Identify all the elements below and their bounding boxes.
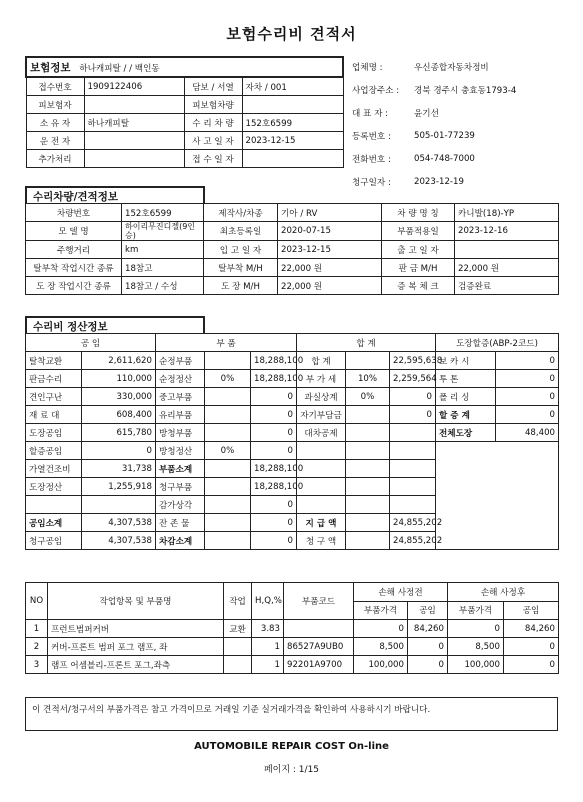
item-no: 3 (26, 656, 48, 674)
item-no: 1 (26, 620, 48, 638)
totals-rate (346, 442, 390, 460)
shop-label: 전화번호 : (352, 154, 391, 165)
item-price-after: 100,000 (448, 656, 504, 674)
totals-value (390, 478, 436, 496)
totals-label: 합 계 (297, 352, 346, 370)
insurance-label: 사 고 일 자 (184, 132, 242, 150)
shop-value: 윤기선 (414, 108, 439, 119)
vehicle-label: 모 델 명 (26, 222, 122, 241)
insurance-value: 자차 / 001 (242, 77, 343, 96)
vehicle-value: 카니발(18)-YP (455, 204, 559, 222)
vehicle-section (25, 203, 558, 295)
labor-value (82, 496, 156, 514)
item-code: 92201A9700 (284, 656, 354, 674)
vehicle-value: 기아 / RV (278, 204, 382, 222)
insurance-section (25, 56, 342, 168)
paint-value: 0 (496, 388, 559, 406)
insurance-header (26, 57, 343, 77)
items-price-header: 부품가격 (354, 601, 408, 620)
labor-label: 도장공임 (26, 424, 82, 442)
labor-label: 재 료 대 (26, 406, 82, 424)
parts-value: 0 (251, 496, 297, 514)
labor-value: 110,000 (82, 370, 156, 388)
totals-rate (346, 460, 390, 478)
insurance-value: 1909122406 (84, 77, 184, 96)
parts-header: 부 품 (156, 334, 297, 352)
vehicle-label: 도 장 M/H (204, 277, 278, 295)
labor-value: 4,307,538 (82, 514, 156, 532)
parts-rate (205, 352, 251, 370)
vehicle-label: 주행거리 (26, 241, 122, 259)
totals-value (390, 424, 436, 442)
item-work: 교환 (224, 620, 252, 638)
settlement-row (26, 406, 559, 424)
labor-label: 견인구난 (26, 388, 82, 406)
insurance-value (84, 150, 184, 168)
item-hq: 1 (252, 638, 284, 656)
parts-label: 잔 존 물 (156, 514, 205, 532)
totals-value: 2,259,564 (390, 370, 436, 388)
insurer-name: 하나캐피탈 / / 백인동 (79, 63, 160, 74)
parts-label: 방청정산 (156, 442, 205, 460)
labor-value: 2,611,620 (82, 352, 156, 370)
totals-label (297, 460, 346, 478)
totals-label: 청 구 액 (297, 532, 346, 550)
items-section (25, 582, 558, 674)
insurance-value (84, 96, 184, 114)
parts-rate (205, 460, 251, 478)
settlement-table (25, 333, 559, 550)
item-labor-before: 84,260 (408, 620, 448, 638)
items-table (25, 582, 559, 674)
items-price-header: 부품가격 (448, 601, 504, 620)
parts-value: 18,288,100 (251, 460, 297, 478)
parts-value: 0 (251, 514, 297, 532)
settlement-row (26, 424, 559, 442)
paint-label: 보 카 시 (436, 352, 496, 370)
vehicle-value: 22,000 원 (278, 277, 382, 295)
totals-label: 과실상계 (297, 388, 346, 406)
parts-value: 0 (251, 532, 297, 550)
shop-info (352, 55, 562, 193)
parts-label: 방청부품 (156, 424, 205, 442)
totals-label: 부 가 세 (297, 370, 346, 388)
parts-label: 순정정산 (156, 370, 205, 388)
labor-label: 도장정산 (26, 478, 82, 496)
price-notice: 이 견적서/청구서의 부품가격은 참고 가격이므로 거래일 기준 실거래가격을 확인하여 사용하시기 바랍니다. (25, 697, 558, 731)
totals-header: 합 계 (297, 334, 436, 352)
parts-rate (205, 406, 251, 424)
item-code: 86527A9UB0 (284, 638, 354, 656)
items-code-header: 부품코드 (284, 583, 354, 620)
parts-rate: 0% (205, 370, 251, 388)
vehicle-table (25, 203, 559, 295)
items-before-header: 손해 사정전 (354, 583, 448, 602)
totals-label: 지 급 액 (297, 514, 346, 532)
parts-label: 차감소계 (156, 532, 205, 550)
parts-label: 청구부품 (156, 478, 205, 496)
parts-label: 순정부품 (156, 352, 205, 370)
item-price-before: 100,000 (354, 656, 408, 674)
totals-rate (346, 514, 390, 532)
vehicle-label: 도 장 작업시간 종류 (26, 277, 122, 295)
parts-label: 중고부품 (156, 388, 205, 406)
labor-label (26, 496, 82, 514)
labor-value: 0 (82, 442, 156, 460)
vehicle-value: 18참고 / 수성 (122, 277, 204, 295)
shop-label: 등록번호 : (352, 131, 391, 142)
insurance-label: 추가처리 (26, 150, 84, 168)
item-price-before: 8,500 (354, 638, 408, 656)
vehicle-value (455, 241, 559, 259)
table-row (26, 656, 559, 674)
shop-value: 054-748-7000 (414, 153, 475, 164)
vehicle-label: 제작사/차종 (204, 204, 278, 222)
totals-value: 0 (390, 388, 436, 406)
shop-label: 업체명 : (352, 62, 383, 73)
totals-value: 24,855,202 (390, 532, 436, 550)
insurance-value (84, 132, 184, 150)
labor-label: 할증공임 (26, 442, 82, 460)
paint-empty (436, 442, 559, 550)
items-labor-header: 공임 (408, 601, 448, 620)
totals-value: 22,595,638 (390, 352, 436, 370)
vehicle-value: km (122, 241, 204, 259)
vehicle-section-title: 수리차량/견적정보 (25, 186, 205, 204)
item-name: 커버-프론트 범퍼 포그 램프, 좌 (48, 638, 224, 656)
vehicle-value: 2023-12-15 (278, 241, 382, 259)
totals-value (390, 460, 436, 478)
labor-value: 31,738 (82, 460, 156, 478)
parts-label: 감가상각 (156, 496, 205, 514)
paint-label: 할 증 계 (436, 406, 496, 424)
shop-value: 경북 경주시 충효동1793-4 (414, 85, 517, 96)
insurance-label: 피보험차량 (184, 96, 242, 114)
insurance-label: 담보 / 서열 (184, 77, 242, 96)
settlement-section (25, 333, 558, 550)
totals-value: 0 (390, 406, 436, 424)
paint-value: 48,400 (496, 424, 559, 442)
parts-label: 유리부품 (156, 406, 205, 424)
labor-value: 615,780 (82, 424, 156, 442)
labor-label: 가열건조비 (26, 460, 82, 478)
paint-label: 전체도장 (436, 424, 496, 442)
items-name-header: 작업항목 및 부품명 (48, 583, 224, 620)
item-price-after: 8,500 (448, 638, 504, 656)
insurance-value (242, 96, 343, 114)
labor-label: 청구공임 (26, 532, 82, 550)
totals-label: 대차공제 (297, 424, 346, 442)
totals-label (297, 496, 346, 514)
totals-label (297, 442, 346, 460)
insurance-label: 수 리 차 량 (184, 114, 242, 132)
item-labor-after: 0 (504, 656, 559, 674)
vehicle-label: 탈부착 M/H (204, 259, 278, 277)
vehicle-value: 2020-07-15 (278, 222, 382, 241)
items-no-header: NO (26, 583, 48, 620)
item-labor-before: 0 (408, 656, 448, 674)
totals-rate (346, 478, 390, 496)
insurance-label: 소 유 자 (26, 114, 84, 132)
item-labor-before: 0 (408, 638, 448, 656)
items-after-header: 손해 사정후 (448, 583, 559, 602)
item-no: 2 (26, 638, 48, 656)
totals-rate: 10% (346, 370, 390, 388)
vehicle-value: 22,000 원 (455, 259, 559, 277)
settlement-row (26, 352, 559, 370)
paint-value: 0 (496, 370, 559, 388)
vehicle-label: 판 금 M/H (382, 259, 455, 277)
settlement-section-title: 수리비 정산정보 (25, 316, 205, 334)
totals-rate (346, 424, 390, 442)
shop-value: 우신종합자동차정비 (414, 62, 489, 73)
items-work-header: 작업 (224, 583, 252, 620)
parts-rate (205, 388, 251, 406)
labor-header: 공 임 (26, 334, 156, 352)
totals-value (390, 496, 436, 514)
insurance-table (25, 56, 344, 168)
totals-rate: 0% (346, 388, 390, 406)
vehicle-label: 부품적용일 (382, 222, 455, 241)
parts-value: 18,288,100 (251, 478, 297, 496)
vehicle-label: 차 량 명 칭 (382, 204, 455, 222)
parts-rate (205, 514, 251, 532)
document-title: 보험수리비 견적서 (226, 25, 357, 43)
item-code (284, 620, 354, 638)
vehicle-value: 하이리무진디젤(9인승) (122, 222, 204, 241)
page-number: 페이지 : 1/15 (263, 765, 320, 775)
settlement-row (26, 442, 559, 460)
shop-value: 2023-12-19 (414, 176, 464, 187)
table-row (26, 620, 559, 638)
item-hq: 1 (252, 656, 284, 674)
insurance-value: 152호6599 (242, 114, 343, 132)
totals-value: 24,855,202 (390, 514, 436, 532)
insurance-value (242, 150, 343, 168)
labor-value: 608,400 (82, 406, 156, 424)
item-name: 램프 어셈블리-프론트 포그,좌측 (48, 656, 224, 674)
totals-rate (346, 352, 390, 370)
vehicle-label: 최초등록일 (204, 222, 278, 241)
parts-value: 0 (251, 424, 297, 442)
parts-value: 18,288,100 (251, 352, 297, 370)
insurance-label: 운 전 자 (26, 132, 84, 150)
totals-value (390, 442, 436, 460)
insurance-value: 하나캐피탈 (84, 114, 184, 132)
insurance-label: 접 수 일 자 (184, 150, 242, 168)
parts-rate (205, 532, 251, 550)
vehicle-label: 탈부착 작업시간 종류 (26, 259, 122, 277)
items-labor-header: 공임 (504, 601, 559, 620)
labor-label: 판금수리 (26, 370, 82, 388)
totals-label (297, 478, 346, 496)
paint-value: 0 (496, 406, 559, 424)
labor-label: 탈착교환 (26, 352, 82, 370)
parts-value: 18,288,100 (251, 370, 297, 388)
item-work (224, 638, 252, 656)
parts-value: 0 (251, 406, 297, 424)
parts-value: 0 (251, 388, 297, 406)
labor-label: 공임소계 (26, 514, 82, 532)
settlement-row (26, 370, 559, 388)
item-price-before: 0 (354, 620, 408, 638)
settlement-row (26, 388, 559, 406)
totals-label: 자기부담금 (297, 406, 346, 424)
vehicle-value: 22,000 원 (278, 259, 382, 277)
shop-label: 대 표 자 : (352, 108, 388, 119)
vehicle-label: 증 복 체 크 (382, 277, 455, 295)
vehicle-label: 차량번호 (26, 204, 122, 222)
parts-rate (205, 478, 251, 496)
shop-label: 청구일자 : (352, 177, 391, 188)
parts-rate (205, 424, 251, 442)
shop-label: 사업장주소 : (352, 85, 400, 96)
vehicle-value: 18참고 (122, 259, 204, 277)
item-name: 프런트범퍼커버 (48, 620, 224, 638)
parts-label: 부품소계 (156, 460, 205, 478)
parts-rate: 0% (205, 442, 251, 460)
table-row (26, 638, 559, 656)
labor-value: 330,000 (82, 388, 156, 406)
vehicle-value: 152호6599 (122, 204, 204, 222)
labor-value: 1,255,918 (82, 478, 156, 496)
totals-rate (346, 496, 390, 514)
item-price-after: 0 (448, 620, 504, 638)
paint-header: 도장할증(ABP-2코드) (436, 334, 559, 352)
parts-rate (205, 496, 251, 514)
vehicle-value: 2023-12-16 (455, 222, 559, 241)
insurance-value: 2023-12-15 (242, 132, 343, 150)
item-hq: 3.83 (252, 620, 284, 638)
vehicle-label: 출 고 일 자 (382, 241, 455, 259)
vehicle-value: 검증완료 (455, 277, 559, 295)
insurance-section-title: 보험정보 (30, 61, 71, 74)
item-work (224, 656, 252, 674)
paint-value: 0 (496, 352, 559, 370)
parts-value: 0 (251, 442, 297, 460)
paint-label: 폴 리 싱 (436, 388, 496, 406)
insurance-label: 피보험자 (26, 96, 84, 114)
items-hq-header: H,Q,% (252, 583, 284, 620)
paint-label: 투 톤 (436, 370, 496, 388)
vehicle-label: 입 고 일 자 (204, 241, 278, 259)
insurance-label: 접수번호 (26, 77, 84, 96)
labor-value: 4,307,538 (82, 532, 156, 550)
footer-title: AUTOMOBILE REPAIR COST On-line (194, 741, 389, 752)
item-labor-after: 0 (504, 638, 559, 656)
totals-rate (346, 406, 390, 424)
totals-rate (346, 532, 390, 550)
item-labor-after: 84,260 (504, 620, 559, 638)
shop-value: 505-01-77239 (414, 130, 475, 141)
